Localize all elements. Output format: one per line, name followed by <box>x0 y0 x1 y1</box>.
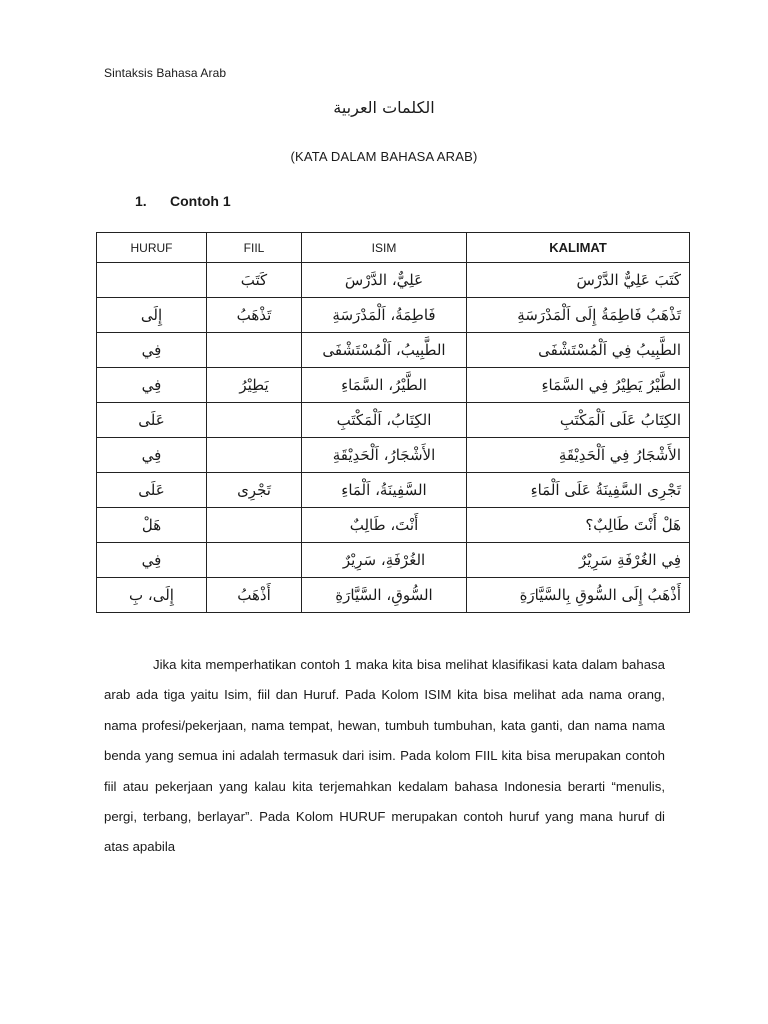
cell-isim: فَاطِمَةُ، اَلْمَدْرَسَةِ <box>302 298 467 333</box>
cell-fiil <box>207 333 302 368</box>
cell-huruf <box>97 263 207 298</box>
cell-kalimat: فِي الغُرْفَةِ سَرِيْرٌ <box>467 543 690 578</box>
table-row <box>97 298 690 333</box>
cell-kalimat: تَذْهَبُ فَاطِمَةُ إِلَى اَلْمَدْرَسَةِ <box>467 298 690 333</box>
section-title: Contoh 1 <box>170 193 231 209</box>
cell-kalimat: الكِتَابُ عَلَى اَلْمَكْتَبِ <box>467 403 690 438</box>
table-header-row <box>97 233 690 263</box>
cell-kalimat: هَلْ أَنْتَ طَالِبٌ؟ <box>467 508 690 543</box>
cell-fiil: تَجْرِى <box>207 473 302 508</box>
cell-isim: الطَّيْرُ، السَّمَاءِ <box>302 368 467 403</box>
table-row <box>97 333 690 368</box>
cell-kalimat: الطَّبِيبُ فِي اَلْمُسْتَشْفَى <box>467 333 690 368</box>
page-title-indonesian: (KATA DALAM BAHASA ARAB) <box>290 149 478 164</box>
cell-huruf: فِي <box>97 543 207 578</box>
cell-huruf: عَلَى <box>97 473 207 508</box>
table-row <box>97 438 690 473</box>
cell-fiil: أَذْهَبُ <box>207 578 302 613</box>
cell-huruf: عَلَى <box>97 403 207 438</box>
table-row <box>97 263 690 298</box>
cell-fiil: يَطِيْرُ <box>207 368 302 403</box>
section-number: 1. <box>135 193 147 209</box>
running-header: Sintaksis Bahasa Arab <box>104 66 227 80</box>
column-header-fiil: FIIL <box>207 233 302 263</box>
cell-fiil: تَذْهَبُ <box>207 298 302 333</box>
cell-kalimat: أَذْهَبُ إِلَى السُّوقِ بِالسَّيَّارَةِ <box>467 578 690 613</box>
section-heading <box>135 193 231 209</box>
cell-fiil <box>207 508 302 543</box>
table-row <box>97 508 690 543</box>
column-header-huruf: HURUF <box>97 233 207 263</box>
column-header-isim: ISIM <box>302 233 467 263</box>
cell-fiil: كَتَبَ <box>207 263 302 298</box>
cell-isim: الغُرْفَةِ، سَرِيْرٌ <box>302 543 467 578</box>
cell-isim: الأَشْجَارُ، اَلْحَدِيْقَةِ <box>302 438 467 473</box>
cell-fiil <box>207 543 302 578</box>
vocabulary-table <box>96 232 690 613</box>
cell-huruf: إِلَى، بِ <box>97 578 207 613</box>
cell-kalimat: الأَشْجَارُ فِي اَلْحَدِيْقَةِ <box>467 438 690 473</box>
column-header-kalimat: KALIMAT <box>467 233 690 263</box>
cell-isim: السَّفِينَةُ، اَلْمَاءِ <box>302 473 467 508</box>
cell-fiil <box>207 403 302 438</box>
cell-huruf: فِي <box>97 333 207 368</box>
body-paragraph: Jika kita memperhatikan contoh 1 maka kita bisa melihat klasifikasi kata dalam bahasa arab ada tiga yaitu Isim, fiil dan Huruf. Pada Kolom ISIM kita bisa melihat ada nama orang, nama profesi/pekerjaan, nama tempat, hewan, tumbuh tumbuhan, kata ganti, dan nama nama benda yang semua ini adalah termasuk dari isim. Pada kolom FIIL kita bisa merupakan contoh fiil atau pekerjaan yang kalau kita terjemahkan kedalam bahasa Indonesia berarti “menulis, pergi, terbang, berlayar”. Pada Kolom HURUF merupakan contoh huruf yang mana huruf di atas apabila <box>104 657 665 855</box>
cell-isim: الطَّبِيبُ، اَلْمُسْتَشْفَى <box>302 333 467 368</box>
table-row <box>97 368 690 403</box>
cell-isim: السُّوقِ، السَّيَّارَةِ <box>302 578 467 613</box>
table-row <box>97 473 690 508</box>
cell-huruf: فِي <box>97 368 207 403</box>
cell-isim: عَلِيٌّ، الدَّرْسَ <box>302 263 467 298</box>
cell-kalimat: تَجْرِى السَّفِينَةُ عَلَى اَلْمَاءِ <box>467 473 690 508</box>
cell-huruf: إِلَى <box>97 298 207 333</box>
cell-kalimat: الطَّيْرُ يَطِيْرُ فِي السَّمَاءِ <box>467 368 690 403</box>
table-row <box>97 578 690 613</box>
table-row <box>97 403 690 438</box>
cell-huruf: هَلْ <box>97 508 207 543</box>
page-title-arabic: الكلمات العربية <box>333 98 435 117</box>
cell-isim: الكِتَابُ، اَلْمَكْتَبِ <box>302 403 467 438</box>
table-row <box>97 543 690 578</box>
body-paragraph-container <box>104 650 665 863</box>
cell-huruf: فِي <box>97 438 207 473</box>
cell-fiil <box>207 438 302 473</box>
cell-isim: أَنْتَ، طَالِبٌ <box>302 508 467 543</box>
cell-kalimat: كَتَبَ عَلِيٌّ الدَّرْسَ <box>467 263 690 298</box>
